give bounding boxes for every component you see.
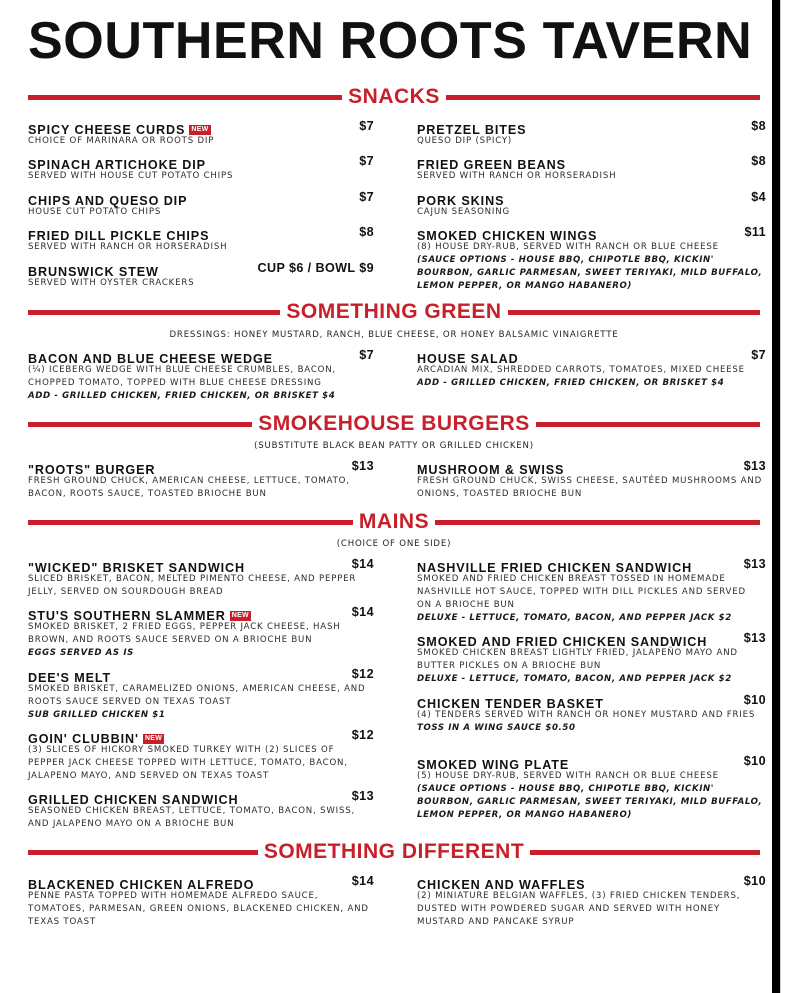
menu-item <box>28 667 374 722</box>
item-description: SERVED WITH OYSTER CRACKERS <box>28 278 195 288</box>
item-name: CHICKEN TENDER BASKET <box>417 697 604 711</box>
item-name: BACON AND BLUE CHEESE WEDGE <box>28 352 273 366</box>
item-extra: TOSS IN A WING SAUCE $0.50 <box>417 723 576 733</box>
new-badge: NEW <box>191 126 209 133</box>
section-rule <box>28 520 353 525</box>
menu-item <box>417 693 766 735</box>
item-name: GOIN' CLUBBIN' <box>28 732 139 746</box>
menu-item <box>28 154 374 183</box>
right-edge-strip <box>772 0 780 993</box>
item-price: $14 <box>351 605 374 619</box>
item-name: BRUNSWICK STEW <box>28 265 159 279</box>
section-title: SNACKS <box>348 85 440 108</box>
item-name: CHIPS AND QUESO DIP <box>28 194 188 208</box>
item-description: (3) SLICES OF HICKORY SMOKED TURKEY WITH (2) SLICES OF PEPPER JACK CHEESE TOPPED WITH LETTUCE, TOMATO, BACON, JALAPENO MAYO, AND SERVED ON TEXAS TOAST <box>28 745 348 781</box>
item-name: BLACKENED CHICKEN ALFREDO <box>28 878 255 892</box>
item-extra: (SAUCE OPTIONS - HOUSE BBQ, CHIPOTLE BBQ, KICKIN' BOURBON, GARLIC PARMESAN, SWEET TERIYAKI, MILD BUFFALO, LEMON PEPPER, OR MANGO HABANERO) <box>417 784 763 820</box>
new-badge: NEW <box>144 735 163 742</box>
item-price: $7 <box>359 154 374 168</box>
item-extra: EGGS SERVED AS IS <box>28 648 134 658</box>
item-price: $4 <box>751 190 766 204</box>
section-rule <box>536 422 760 427</box>
item-name: GRILLED CHICKEN SANDWICH <box>28 793 239 807</box>
item-name: SMOKED AND FRIED CHICKEN SANDWICH <box>417 635 708 649</box>
section-header-something-different <box>28 839 760 865</box>
item-description: FRESH GROUND CHUCK, AMERICAN CHEESE, LETTUCE, TOMATO, BACON, ROOTS SAUCE, TOASTED BRIOCHE BUN <box>28 476 350 499</box>
item-name: MUSHROOM & SWISS <box>417 463 565 477</box>
item-description: SERVED WITH RANCH OR HORSERADISH <box>28 242 228 252</box>
section-title: SOMETHING GREEN <box>286 300 502 323</box>
substitute-note: (SUBSTITUTE BLACK BEAN PATTY OR GRILLED CHICKEN) <box>254 441 534 451</box>
section-rule <box>28 310 280 315</box>
menu-item <box>28 261 374 290</box>
menu-item <box>28 348 374 403</box>
menu-item <box>417 754 766 822</box>
menu-item <box>28 605 374 660</box>
item-name: STU'S SOUTHERN SLAMMER <box>28 609 226 623</box>
item-description: HOUSE CUT POTATO CHIPS <box>28 207 162 217</box>
item-price: $14 <box>351 557 374 571</box>
item-description: CHOICE OF MARINARA OR ROOTS DIP <box>28 136 215 146</box>
item-description: ARCADIAN MIX, SHREDDED CARROTS, TOMATOES, MIXED CHEESE <box>417 365 745 375</box>
item-name: "WICKED" BRISKET SANDWICH <box>28 561 246 575</box>
section-rule <box>28 422 252 427</box>
item-description: SMOKED BRISKET, 2 FRIED EGGS, PEPPER JACK CHEESE, HASH BROWN, AND ROOTS SAUCE SERVED ON A BRIOCHE BUN <box>28 622 341 645</box>
section-rule <box>435 520 760 525</box>
item-price: $11 <box>744 225 766 239</box>
item-price: $13 <box>351 789 374 803</box>
item-name: "ROOTS" BURGER <box>28 463 156 477</box>
section-header-mains <box>28 509 760 535</box>
item-price: $7 <box>359 190 374 204</box>
item-price: $8 <box>751 154 766 168</box>
item-description: PENNE PASTA TOPPED WITH HOMEMADE ALFREDO SAUCE, TOMATOES, PARMESAN, GREEN ONIONS, BLACKENED CHICKEN, AND TEXAS TOAST <box>28 891 369 927</box>
item-name: SMOKED WING PLATE <box>417 758 570 772</box>
menu-item <box>417 874 766 929</box>
item-name: DEE'S MELT <box>28 671 112 685</box>
item-description: SMOKED AND FRIED CHICKEN BREAST TOSSED IN HOMEMADE NASHVILLE HOT SAUCE, TOPPED WITH DILL PICKLES AND SERVED ON A BRIOCHE BUN <box>417 574 746 610</box>
item-description: SERVED WITH RANCH OR HORSERADISH <box>417 171 617 181</box>
menu-item <box>28 728 374 783</box>
item-price: $8 <box>359 225 374 239</box>
menu-item <box>417 631 766 686</box>
item-price: $14 <box>351 874 374 888</box>
item-name: HOUSE SALAD <box>417 352 519 366</box>
menu-item <box>417 225 766 293</box>
item-extra: DELUXE - LETTUCE, TOMATO, BACON, AND PEPPER JACK $2 <box>417 613 732 623</box>
item-price: $10 <box>743 754 766 768</box>
item-name: SPINACH ARTICHOKE DIP <box>28 158 206 172</box>
section-rule <box>530 850 760 855</box>
item-description: SEASONED CHICKEN BREAST, LETTUCE, TOMATO, BACON, SWISS, AND JALAPENO MAYO ON A BRIOCHE BUN <box>28 806 356 829</box>
item-name: SMOKED CHICKEN WINGS <box>417 229 598 243</box>
item-name: CHICKEN AND WAFFLES <box>417 878 586 892</box>
item-name: FRIED GREEN BEANS <box>417 158 566 172</box>
section-rule <box>28 850 258 855</box>
item-name: FRIED DILL PICKLE CHIPS <box>28 229 210 243</box>
item-description: SERVED WITH HOUSE CUT POTATO CHIPS <box>28 171 234 181</box>
item-name: SPICY CHEESE CURDS <box>28 123 186 137</box>
item-extra: SUB GRILLED CHICKEN $1 <box>28 710 166 720</box>
item-name: PORK SKINS <box>417 194 505 208</box>
item-description: SMOKED BRISKET, CARAMELIZED ONIONS, AMERICAN CHEESE, AND ROOTS SAUCE SERVED ON TEXAS TOAST <box>28 684 366 707</box>
item-price: $12 <box>351 728 374 742</box>
menu-item <box>417 348 766 390</box>
menu-item <box>28 557 374 599</box>
section-rule <box>508 310 760 315</box>
menu-item <box>28 190 374 219</box>
item-price: $7 <box>359 119 374 133</box>
item-description: SLICED BRISKET, BACON, MELTED PIMENTO CHEESE, AND PEPPER JELLY, SERVED ON SOURDOUGH BREAD <box>28 574 357 597</box>
item-extra: (SAUCE OPTIONS - HOUSE BBQ, CHIPOTLE BBQ, KICKIN' BOURBON, GARLIC PARMESAN, SWEET TERIYAKI, MILD BUFFALO, LEMON PEPPER, OR MANGO HABANERO) <box>417 255 763 291</box>
new-badge: NEW <box>231 612 249 619</box>
menu-item <box>28 874 374 929</box>
item-price: $13 <box>743 557 766 571</box>
item-description: (2) MINIATURE BELGIAN WAFFLES, (3) FRIED CHICKEN TENDERS, DUSTED WITH POWDERED SUGAR AND SERVED WITH HONEY MUSTARD AND PANCAKE SYRUP <box>417 891 741 927</box>
section-rule <box>446 95 760 100</box>
item-price: $10 <box>743 693 766 707</box>
side-note: (CHOICE OF ONE SIDE) <box>336 539 452 549</box>
menu-item <box>417 459 766 501</box>
item-name: NASHVILLE FRIED CHICKEN SANDWICH <box>417 561 693 575</box>
section-title: SOMETHING DIFFERENT <box>263 840 525 863</box>
item-name: PRETZEL BITES <box>417 123 527 137</box>
item-description: SMOKED CHICKEN BREAST LIGHTLY FRIED, JALAPEÑO MAYO AND BUTTER PICKLES ON A BRIOCHE BUN <box>417 648 738 671</box>
item-price: $12 <box>351 667 374 681</box>
section-title: MAINS <box>358 510 430 533</box>
menu-item <box>28 225 374 254</box>
item-description: FRESH GROUND CHUCK, SWISS CHEESE, SAUTÉED MUSHROOMS AND ONIONS, TOASTED BRIOCHE BUN <box>417 476 762 499</box>
section-rule <box>28 95 342 100</box>
item-description: (4) TENDERS SERVED WITH RANCH OR HONEY MUSTARD AND FRIES <box>417 710 756 720</box>
menu-item <box>28 789 374 831</box>
menu-item <box>28 119 374 148</box>
item-extra: ADD - GRILLED CHICKEN, FRIED CHICKEN, OR BRISKET $4 <box>28 391 336 401</box>
item-description: (8) HOUSE DRY-RUB, SERVED WITH RANCH OR BLUE CHEESE <box>417 242 719 252</box>
dressings-note: DRESSINGS: HONEY MUSTARD, RANCH, BLUE CHEESE, OR HONEY BALSAMIC VINAIGRETTE <box>169 330 619 340</box>
restaurant-title: SOUTHERN ROOTS TAVERN <box>28 12 753 70</box>
item-price: $7 <box>359 348 374 362</box>
section-title: SMOKEHOUSE BURGERS <box>258 412 530 435</box>
menu-item <box>417 119 766 148</box>
item-price: $7 <box>751 348 766 362</box>
section-header-smokehouse-burgers <box>28 411 760 437</box>
item-price: $8 <box>751 119 766 133</box>
item-price: CUP $6 / BOWL $9 <box>257 261 374 275</box>
item-description: (5) HOUSE DRY-RUB, SERVED WITH RANCH OR BLUE CHEESE <box>417 771 719 781</box>
item-price: $10 <box>743 874 766 888</box>
item-description: (¼) ICEBERG WEDGE WITH BLUE CHEESE CRUMBLES, BACON, CHOPPED TOMATO, TOPPED WITH BLUE CHEESE DRESSING <box>28 365 336 388</box>
section-header-snacks <box>28 84 760 110</box>
menu-item <box>417 557 766 625</box>
item-description: QUESO DIP (SPICY) <box>417 136 513 146</box>
section-header-something-green <box>28 299 760 325</box>
item-price: $13 <box>743 631 766 645</box>
item-extra: DELUXE - LETTUCE, TOMATO, BACON, AND PEPPER JACK $2 <box>417 674 732 684</box>
item-price: $13 <box>743 459 766 473</box>
item-description: CAJUN SEASONING <box>417 207 510 217</box>
menu-item <box>28 459 374 501</box>
menu-item <box>417 190 766 219</box>
menu-item <box>417 154 766 183</box>
item-price: $13 <box>351 459 374 473</box>
item-extra: ADD - GRILLED CHICKEN, FRIED CHICKEN, OR BRISKET $4 <box>417 378 725 388</box>
